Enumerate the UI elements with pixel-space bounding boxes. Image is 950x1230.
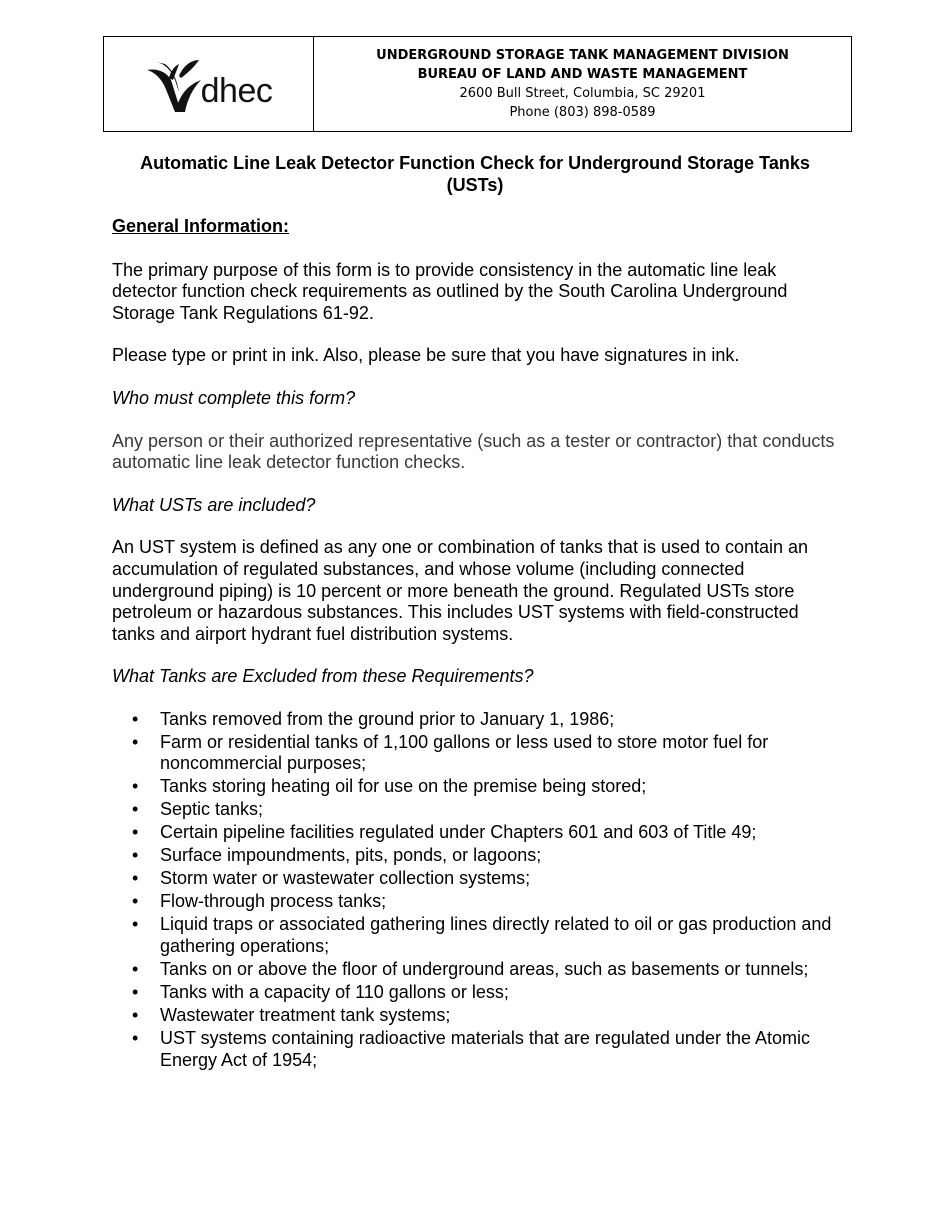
list-item: • Liquid traps or associated gathering lines directly related to oil or gas production and gathering operations; [132, 914, 832, 956]
bullet-icon: • [132, 958, 139, 979]
street-address: 2600 Bull Street, Columbia, SC 29201 [459, 86, 706, 101]
bullet-icon: • [132, 981, 139, 1002]
question-included: What USTs are included? [112, 494, 316, 515]
dhec-logo [145, 54, 273, 114]
list-item: • Septic tanks; [132, 799, 264, 820]
agency-address [314, 37, 851, 131]
bullet-icon: • [132, 1027, 139, 1048]
general-info-heading: General Information: [112, 216, 290, 236]
exclusions-list [112, 709, 842, 1071]
bullet-icon: • [132, 1004, 139, 1025]
palmetto-leaf-icon [145, 58, 203, 114]
bullet-icon: • [132, 914, 139, 935]
bullet-icon: • [132, 891, 139, 912]
letterhead [103, 36, 852, 132]
logo-wordmark: dhec [200, 72, 273, 110]
purpose-paragraph: The primary purpose of this form is to provide consistency in the automatic line leak detector function check requirements as outlined by the South Carolina Underground Storage Tank Regulations 61-92. [112, 259, 788, 323]
list-item: • Tanks storing heating oil for use on the premise being stored; [132, 776, 647, 797]
list-item: • Wastewater treatment tank systems; [132, 1004, 451, 1025]
logo-cell [104, 37, 314, 131]
bullet-icon: • [132, 731, 139, 752]
list-item: • UST systems containing radioactive materials that are regulated under the Atomic Energy Act of 1954; [132, 1027, 810, 1070]
division-name: UNDERGROUND STORAGE TANK MANAGEMENT DIVISION [376, 48, 789, 63]
question-who: Who must complete this form? [112, 387, 356, 408]
instructions-paragraph: Please type or print in ink. Also, please be sure that you have signatures in ink. [112, 345, 740, 366]
bullet-icon: • [132, 799, 139, 820]
bullet-icon: • [132, 868, 139, 889]
answer-who: Any person or their authorized representative (such as a tester or contractor) that conducts automatic line leak detector function checks. [112, 430, 835, 473]
phone-number: Phone (803) 898-0589 [509, 105, 656, 120]
bullet-icon: • [132, 822, 139, 843]
document-title: Automatic Line Leak Detector Function Check for Underground Storage Tanks (USTs) [140, 153, 810, 195]
bullet-icon: • [132, 708, 139, 729]
bureau-name: BUREAU OF LAND AND WASTE MANAGEMENT [417, 67, 748, 82]
bullet-icon: • [132, 776, 139, 797]
list-item: • Tanks removed from the ground prior to January 1, 1986; [132, 708, 615, 729]
list-item: • Surface impoundments, pits, ponds, or lagoons; [132, 845, 542, 866]
list-item: • Flow-through process tanks; [132, 891, 387, 912]
list-item: • Tanks with a capacity of 110 gallons or less; [132, 981, 509, 1002]
list-item: • Certain pipeline facilities regulated under Chapters 601 and 603 of Title 49; [132, 822, 757, 843]
list-item: • Storm water or wastewater collection systems; [132, 868, 531, 889]
question-excluded: What Tanks are Excluded from these Requirements? [112, 666, 534, 687]
form-body [112, 216, 842, 1072]
answer-included: An UST system is defined as any one or combination of tanks that is used to contain an accumulation of regulated substances, and whose volume (including connected underground piping) is 10 percent or more beneath the ground. Regulated USTs store petroleum or hazardous substances. This includes UST systems with field-constructed tanks and airport hydrant fuel distribution systems. [112, 537, 809, 644]
list-item: • Farm or residential tanks of 1,100 gallons or less used to store motor fuel for noncommercial purposes; [132, 731, 769, 774]
list-item: • Tanks on or above the floor of underground areas, such as basements or tunnels; [132, 958, 809, 979]
bullet-icon: • [132, 845, 139, 866]
